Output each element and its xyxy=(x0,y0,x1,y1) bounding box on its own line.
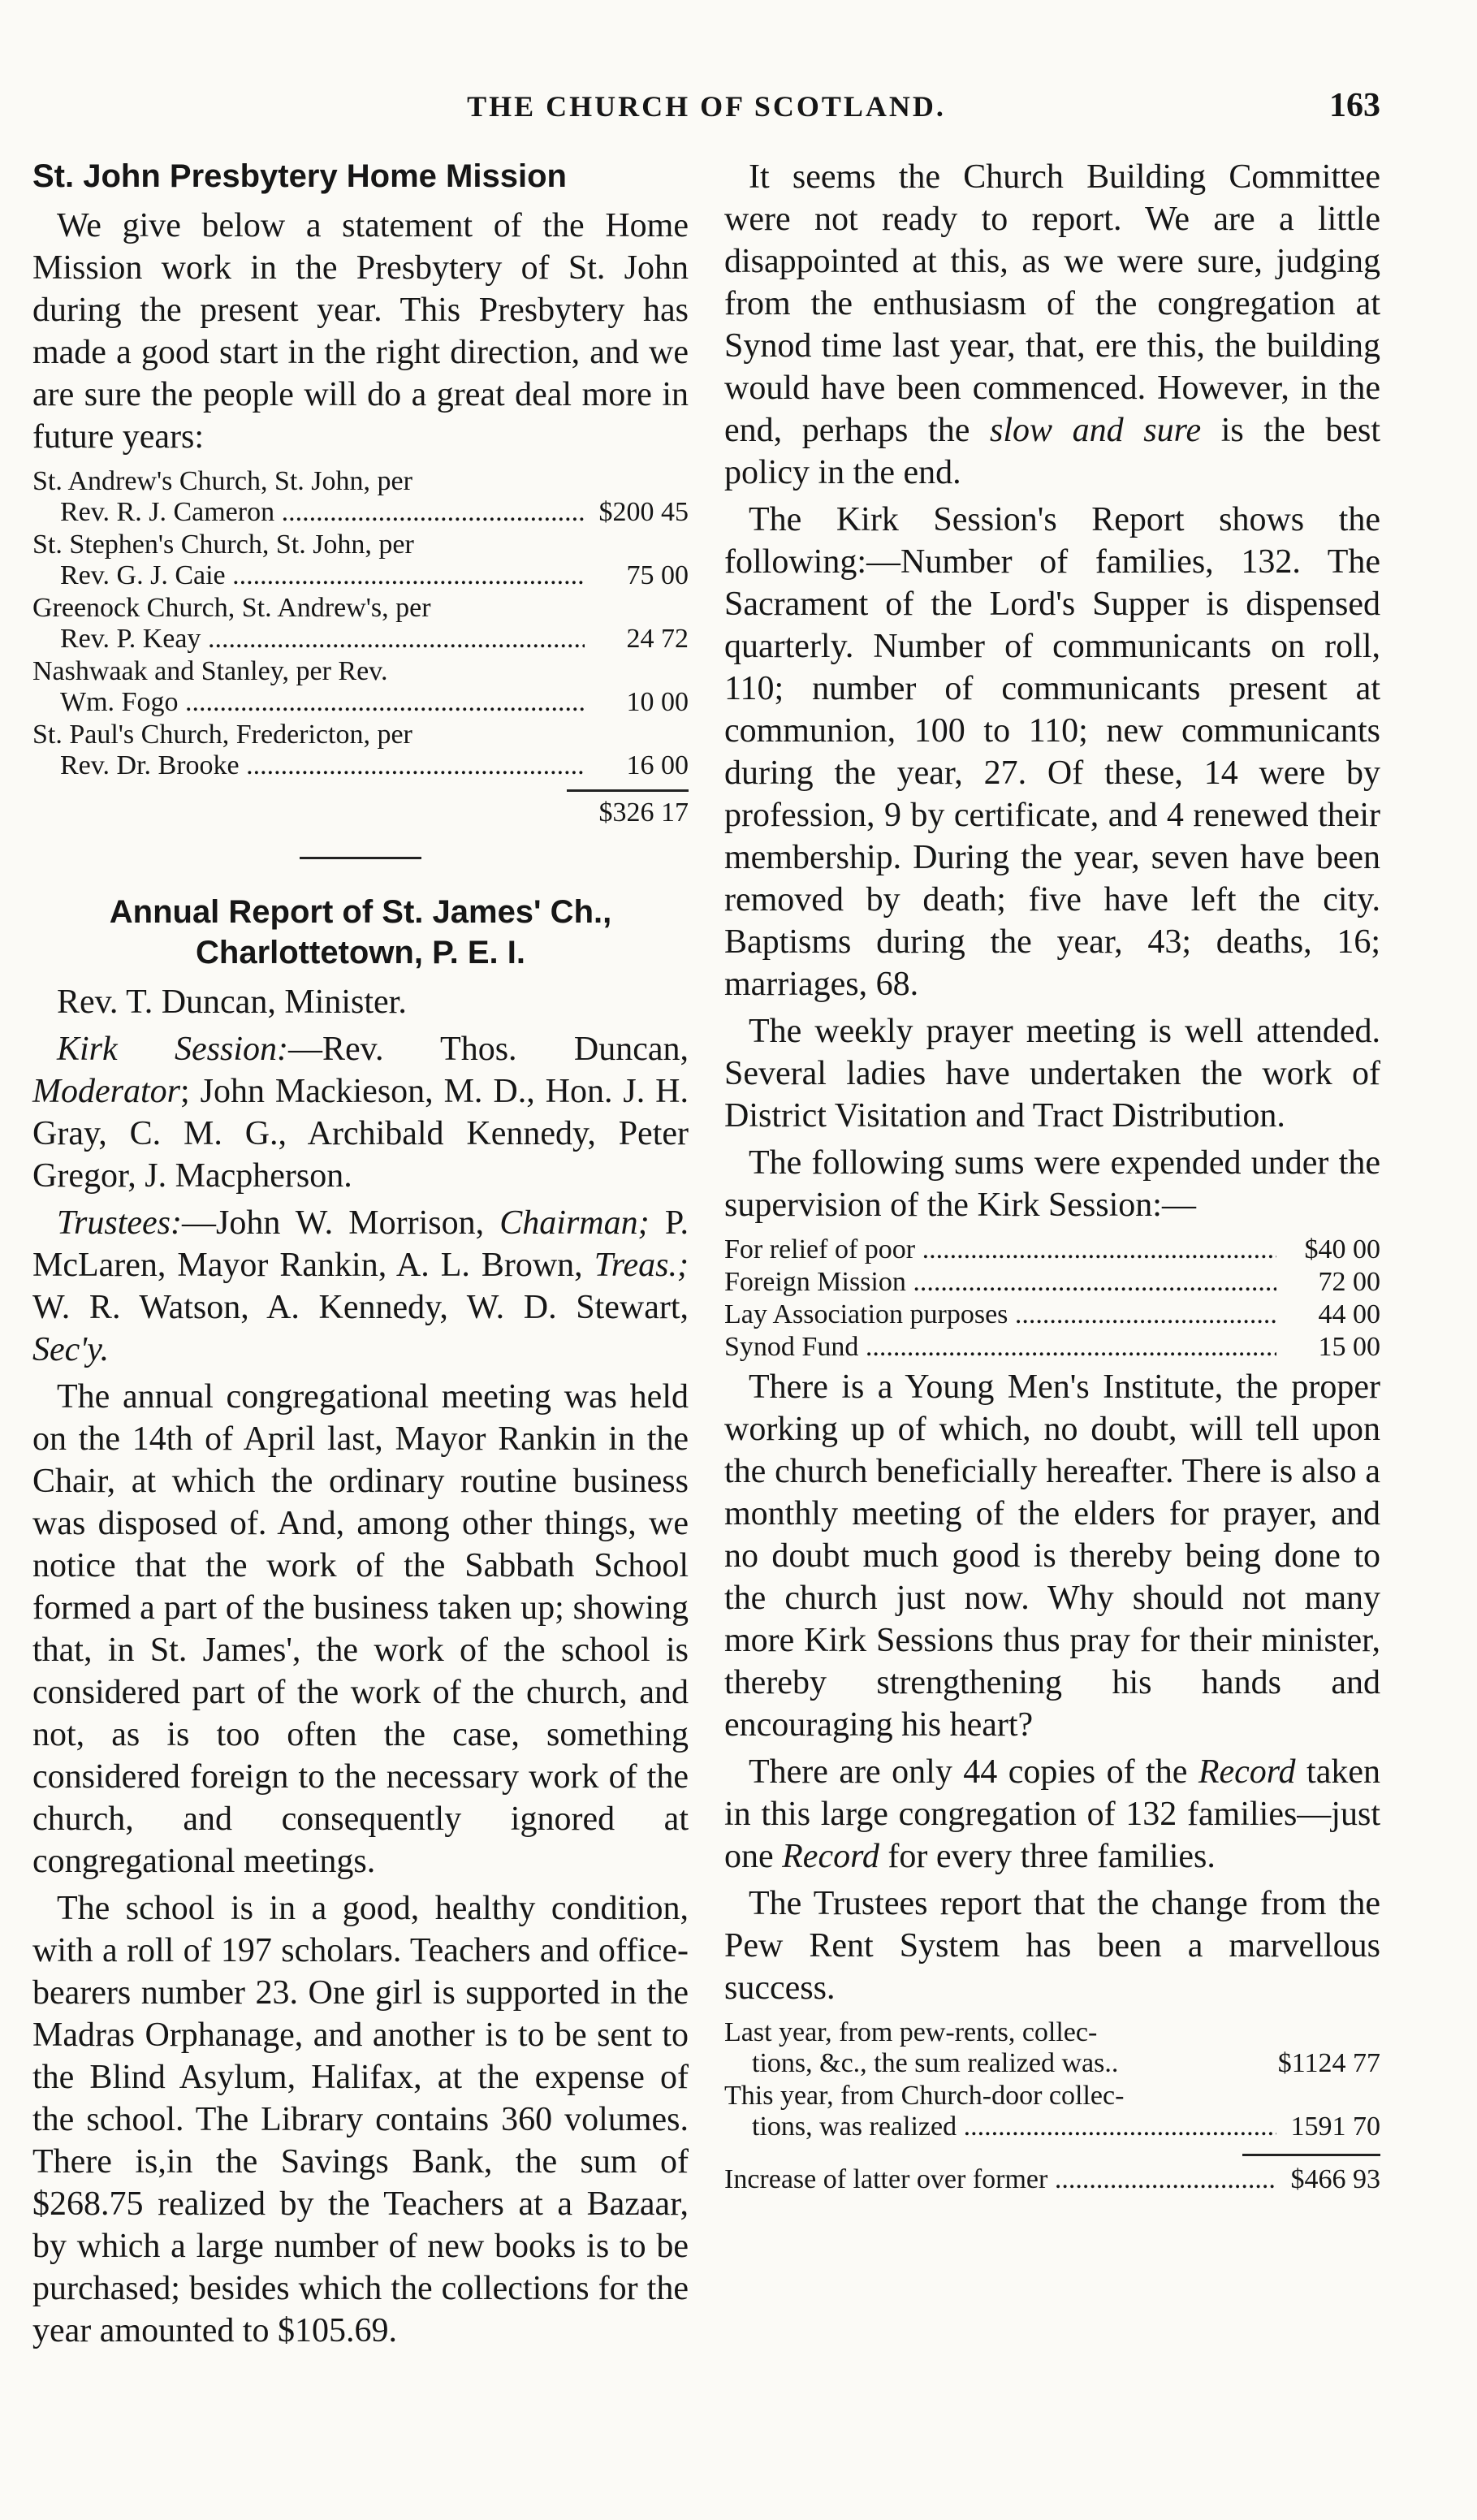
home-mission-ledger xyxy=(32,466,689,829)
total-rule xyxy=(567,789,689,792)
trustees-chairman: Chairman; xyxy=(499,1204,650,1242)
trustees-report-paragraph: The Trustees report that the change from the Pew Rent System has been a marvellous success. xyxy=(724,1885,1380,2007)
expenditure-amount: 15 00 xyxy=(1318,1332,1380,1362)
prayer-meeting-paragraph: The weekly prayer meeting is well attended. Several ladies have undertaken the work of District Visitation and Tract Distribution. xyxy=(724,1013,1380,1135)
ledger-entry-line1: Greenock Church, St. Andrew's, per xyxy=(32,593,431,623)
building-text-a: It seems the Church Building Committee were not ready to report. We are a little disappointed at this, as we were sure, judging from the enthusiasm of the congregation at Synod time last year, that, ere this, the building would have been commenced. However, in the end, perhaps the xyxy=(724,158,1380,449)
increase-row xyxy=(724,2164,1380,2195)
trustees-treas: Treas.; xyxy=(594,1247,689,1284)
ledger-entry xyxy=(32,530,689,591)
institute-paragraph: There is a Young Men's Institute, the proper working up of which, no doubt, will tell upon the church beneficially hereafter. There is also a monthly meeting of the elders for prayer, and no doubt much good is thereby being done to the church just now. Why should not many more Kirk Sessions thus pray for their minister, thereby strengthening his hands and encouraging his heart? xyxy=(724,1368,1380,1744)
increase-label: Increase of latter over former ..... xyxy=(724,2164,1276,2195)
comparison-line1: Last year, from pew-rents, collec- xyxy=(724,2017,1098,2047)
ledger-entry-amount: 24 72 xyxy=(626,624,689,654)
kirk-session-paragraph xyxy=(32,1028,689,1197)
ledger-entry-amount: 10 00 xyxy=(626,687,689,717)
expenditure-amount: 72 00 xyxy=(1318,1267,1380,1297)
ledger-entry-line1: St. Paul's Church, Fredericton, per xyxy=(32,720,412,750)
minister-line: Rev. T. Duncan, Minister. xyxy=(57,983,407,1021)
expenditure-ledger xyxy=(724,1234,1380,1363)
home-mission-total: $326 17 xyxy=(598,797,689,828)
record-text-a: There are only 44 copies of the xyxy=(749,1753,1188,1791)
kirk-session-label: Kirk Session: xyxy=(57,1031,289,1068)
expenditure-label: Foreign Mission ..... xyxy=(724,1267,1276,1298)
comparison-amount: 1591 70 xyxy=(1290,2112,1380,2142)
ledger-entry-line2: Rev. R. J. Cameron ..... xyxy=(32,497,585,528)
trustees-text-c: W. R. Watson, A. Kennedy, W. D. Stewart, xyxy=(32,1289,689,1326)
two-columns xyxy=(32,156,1380,2352)
trustees-text-b: P. McLaren, Mayor Rankin, A. L. Brown, xyxy=(32,1204,689,1284)
ledger-entry-amount: 75 00 xyxy=(626,560,689,590)
ledger-entry-amount: $200 45 xyxy=(598,497,689,527)
annual-report-heading xyxy=(32,892,689,973)
expenditure-row xyxy=(724,1234,1380,1265)
ledger-entry-line2: Rev. G. J. Caie ..... xyxy=(32,560,585,591)
annual-report-heading-line1: Annual Report of St. James' Ch., xyxy=(109,894,612,930)
page-number: 163 xyxy=(1329,87,1380,124)
expenditure-amount: $40 00 xyxy=(1304,1234,1380,1264)
record-text-c: for every three families. xyxy=(887,1838,1216,1875)
comparison-amount: $1124 77 xyxy=(1277,2048,1380,2078)
record-text-em1: Record xyxy=(1198,1753,1296,1791)
ledger-entry-line2: Wm. Fogo ..... xyxy=(32,687,585,718)
ledger-entry-line2: Rev. P. Keay ..... xyxy=(32,624,585,655)
comparison-line2: tions, &c., the sum realized was.. xyxy=(752,2048,1119,2078)
expenditure-amount: 44 00 xyxy=(1318,1299,1380,1329)
ledger-entry-amount: 16 00 xyxy=(626,750,689,780)
ledger-entry xyxy=(32,720,689,781)
record-paragraph xyxy=(724,1751,1380,1878)
expenditure-row xyxy=(724,1299,1380,1330)
trustees-text-a: —John W. Morrison, xyxy=(182,1204,485,1242)
comparison-row xyxy=(724,2017,1380,2079)
ledger-entry-line1: St. Andrew's Church, St. John, per xyxy=(32,466,412,496)
total-rule xyxy=(1242,2154,1380,2156)
building-text-b: is the best policy in the end. xyxy=(724,412,1380,491)
magazine-page xyxy=(32,81,1380,2352)
running-head xyxy=(32,81,1380,138)
expenditure-label: Lay Association purposes ..... xyxy=(724,1299,1276,1330)
kirk-session-text-b: ; John Mackieson, M. D., Hon. J. H. Gray, C. M. G., Archibald Kennedy, Peter Gregor, J. Macpherson. xyxy=(32,1073,689,1195)
comparison-line1: This year, from Church-door collec- xyxy=(724,2081,1125,2111)
comparison-line2: tions, was realized ..... xyxy=(724,2112,1276,2142)
record-text-em2: Record xyxy=(782,1838,879,1875)
trustees-secy: Sec'y. xyxy=(32,1331,110,1368)
expenditure-row xyxy=(724,1332,1380,1363)
annual-report-heading-line2: Charlottetown, P. E. I. xyxy=(196,935,525,970)
ledger-entry-line1: Nashwaak and Stanley, per Rev. xyxy=(32,656,388,686)
home-mission-intro: We give below a statement of the Home Mission work in the Presbytery of St. John during the present year. This Presbytery has made a good start in the right direction, and we are sure the people will do a great deal more in future years: xyxy=(32,207,689,456)
meeting-paragraph: The annual congregational meeting was held on the 14th of April last, Mayor Rankin in the Chair, at which the ordinary routine business was disposed of. And, among other things, we notice that the work of the Sabbath School formed a part of the business taken up; showing that, in St. James', the work of the school is considered part of the work of the church, and not, as is too often the case, something considered foreign to the necessary work of the church, and consequently ignored at congregational meetings. xyxy=(32,1378,689,1880)
home-mission-heading: St. John Presbytery Home Mission xyxy=(32,158,567,194)
left-column xyxy=(32,156,689,2352)
session-report-paragraph: The Kirk Session's Report shows the following:—Number of families, 132. The Sacrament of the Lord's Supper is dispensed quarterly. Number of communicants on roll, 110; number of communicants present at communion, 100 to 110; new communicants during the year, 27. Of these, 14 were by profession, 9 by certificate, and 4 renewed their membership. During the year, seven have been removed by death; five have left the city. Baptisms during the year, 43; deaths, 16; marriages, 68. xyxy=(724,501,1380,1003)
kirk-session-text-a: —Rev. Thos. Duncan, xyxy=(288,1031,689,1068)
running-title: THE CHURCH OF SCOTLAND. xyxy=(467,90,946,123)
trustees-label: Trustees: xyxy=(57,1204,183,1242)
expenditure-row xyxy=(724,1267,1380,1298)
sums-paragraph: The following sums were expended under the supervision of the Kirk Session:— xyxy=(724,1144,1380,1224)
comparison-ledger xyxy=(724,2017,1380,2195)
ledger-entry-line2: Rev. Dr. Brooke ..... xyxy=(32,750,585,781)
expenditure-label: Synod Fund ..... xyxy=(724,1332,1276,1363)
section-divider xyxy=(300,857,421,859)
ledger-entry-line1: St. Stephen's Church, St. John, per xyxy=(32,530,414,560)
building-text-em: slow and sure xyxy=(990,412,1202,449)
right-column xyxy=(724,156,1380,2352)
record-text-b: taken in this large congregation of 132 families—just one xyxy=(724,1753,1380,1875)
ledger-entry xyxy=(32,656,689,718)
expenditure-label: For relief of poor ..... xyxy=(724,1234,1276,1265)
increase-amount: $466 93 xyxy=(1290,2164,1380,2194)
comparison-row xyxy=(724,2081,1380,2142)
trustees-paragraph xyxy=(32,1202,689,1371)
school-paragraph: The school is in a good, healthy condition, with a roll of 197 scholars. Teachers and office-bearers number 23. One girl is supported in the Madras Orphanage, and another is to be sent to the Blind Asylum, Halifax, at the expense of the school. The Library contains 360 volumes. There is,in the Savings Bank, the sum of $268.75 realized by the Teachers at a Bazaar, by which a large number of new books is to be purchased; besides which the collections for the year amounted to $105.69. xyxy=(32,1890,689,2349)
ledger-entry xyxy=(32,466,689,528)
kirk-session-moderator: Moderator xyxy=(32,1073,180,1110)
building-paragraph xyxy=(724,156,1380,494)
ledger-entry xyxy=(32,593,689,655)
